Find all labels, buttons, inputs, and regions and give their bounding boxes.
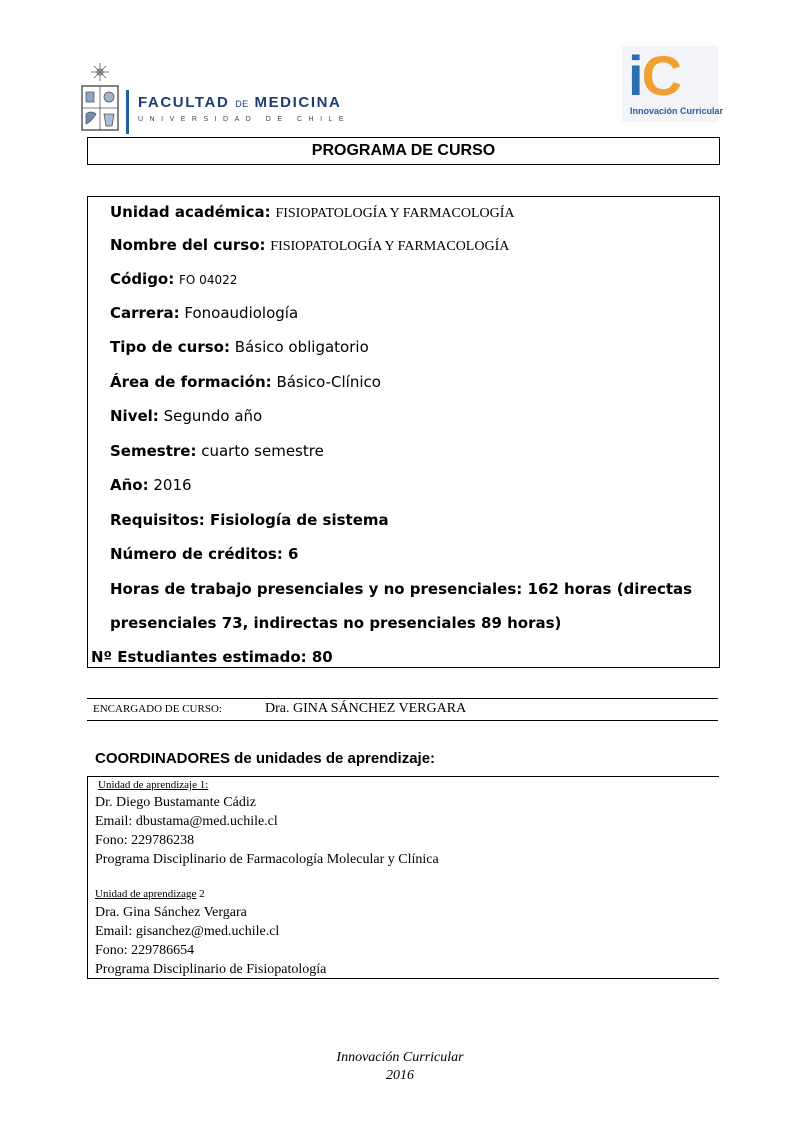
innovacion-curricular-logo	[622, 44, 724, 122]
page-title: PROGRAMA DE CURSO	[87, 137, 720, 165]
unidad2-fono: Fono: 229786654	[95, 943, 195, 958]
unidad1-email: Email: dbustama@med.uchile.cl	[95, 814, 278, 829]
logo-divider	[126, 90, 129, 134]
facultad-title: FACULTAD DE MEDICINA	[138, 94, 342, 111]
course-info-box	[87, 196, 720, 668]
unidad1-programa: Programa Disciplinario de Farmacología Molecular y Clínica	[95, 852, 439, 867]
encargado-name: Dra. GINA SÁNCHEZ VERGARA	[265, 701, 467, 716]
nombre-row: Nombre del curso: FISIOPATOLOGÍA Y FARMACOLOGÍA	[110, 236, 510, 254]
horas-row-1: Horas de trabajo presenciales y no presenciales: 162 horas (directas	[110, 580, 693, 598]
universidad-subtitle: UNIVERSIDAD DE CHILE	[138, 116, 351, 123]
horas-row-2: presenciales 73, indirectas no presenciales 89 horas)	[110, 614, 562, 632]
unidad1-fono: Fono: 229786238	[95, 833, 195, 848]
footer-line-2: 2016	[386, 1068, 414, 1083]
encargado-box	[87, 698, 718, 721]
unidad-row: Unidad académica: FISIOPATOLOGÍA Y FARMACOLOGÍA	[110, 203, 515, 221]
coordinadores-box	[87, 776, 719, 979]
unidad2-programa: Programa Disciplinario de Fisiopatología	[95, 962, 327, 977]
tipo-row: Tipo de curso: Básico obligatorio	[110, 338, 369, 356]
unidad2-label: Unidad de aprendizage 2	[95, 888, 205, 900]
unidad2-email: Email: gisanchez@med.uchile.cl	[95, 924, 280, 939]
nivel-row: Nivel: Segundo año	[110, 407, 263, 425]
footer-line-1: Innovación Curricular	[336, 1050, 464, 1065]
ic-caption: Innovación Curricular	[630, 106, 724, 116]
estudiantes-row: Nº Estudiantes estimado: 80	[91, 648, 333, 666]
codigo-row: Código: FO 04022	[110, 270, 238, 288]
unidad1-name: Dr. Diego Bustamante Cádiz	[95, 795, 256, 810]
semestre-row: Semestre: cuarto semestre	[110, 442, 324, 460]
ic-mark: iC	[628, 44, 681, 107]
encargado-label: ENCARGADO DE CURSO:	[93, 703, 222, 715]
facultad-medicina-logo	[80, 62, 351, 137]
area-row: Área de formación: Básico-Clínico	[110, 373, 381, 391]
anio-row: Año: 2016	[110, 476, 192, 494]
unidad1-label: Unidad de aprendizaje 1:	[98, 779, 209, 791]
unidad2-name: Dra. Gina Sánchez Vergara	[95, 905, 247, 920]
university-crest-icon	[80, 62, 120, 134]
carrera-row: Carrera: Fonoaudiología	[110, 304, 299, 322]
requisitos-row: Requisitos: Fisiología de sistema	[110, 511, 389, 529]
creditos-row: Número de créditos: 6	[110, 545, 299, 563]
coordinadores-heading: COORDINADORES de unidades de aprendizaje:	[95, 750, 436, 767]
